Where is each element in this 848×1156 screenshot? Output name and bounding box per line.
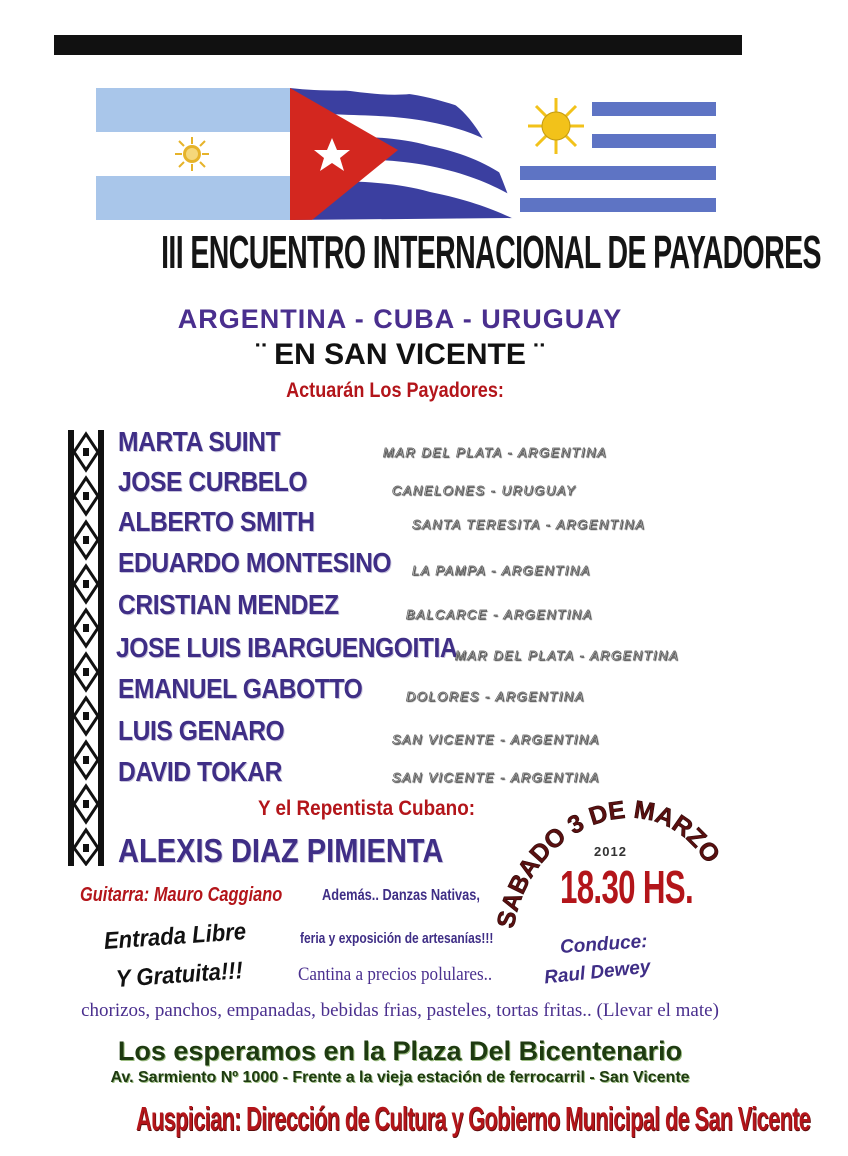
host-name: Raul Dewey bbox=[543, 956, 652, 989]
cantina-text: Cantina a precios polulares.. bbox=[298, 964, 493, 985]
performer-location: DOLORES - ARGENTINA bbox=[406, 689, 585, 704]
cuba-flag-icon bbox=[290, 88, 516, 220]
performer-location: BALCARCE - ARGENTINA bbox=[406, 607, 593, 622]
performer-name: MARTA SUINT bbox=[118, 426, 281, 457]
performer-name: ALBERTO SMITH bbox=[118, 506, 315, 537]
repentista-heading: Y el Repentista Cubano: bbox=[258, 797, 476, 820]
repentista-name: ALEXIS DIAZ PIMIENTA bbox=[118, 832, 444, 869]
performer-location: MAR DEL PLATA - ARGENTINA bbox=[383, 445, 608, 460]
performer-location: SAN VICENTE - ARGENTINA bbox=[392, 732, 601, 747]
time-text: 18.30 HS. bbox=[560, 861, 693, 913]
sun-icon bbox=[174, 136, 210, 172]
performer-location: CANELONES - URUGUAY bbox=[392, 483, 577, 498]
performer-name: LUIS GENARO bbox=[118, 715, 285, 746]
performer-location: SAN VICENTE - ARGENTINA bbox=[392, 770, 601, 785]
date-text: SABADO 3 DE MARZO bbox=[491, 800, 726, 931]
place-line: ¨ EN SAN VICENTE ¨ bbox=[255, 338, 545, 371]
uruguay-flag-icon bbox=[520, 88, 716, 220]
entry-line-2: Y Gratuita!!! bbox=[115, 957, 244, 993]
extras-line-2: feria y exposición de artesanías!!! bbox=[300, 930, 494, 947]
address-text: Av. Sarmiento Nº 1000 - Frente a la vieja estación de ferrocarril - San Vicente bbox=[110, 1069, 690, 1086]
venue-text: Los esperamos en la Plaza Del Bicentenario bbox=[117, 1036, 683, 1066]
performer-name: JOSE CURBELO bbox=[118, 466, 308, 497]
countries-line: ARGENTINA - CUBA - URUGUAY bbox=[177, 304, 623, 334]
guitar-credit: Guitarra: Mauro Caggiano bbox=[80, 884, 283, 906]
performer-name: EDUARDO MONTESINO bbox=[118, 547, 392, 578]
performer-location: SANTA TERESITA - ARGENTINA bbox=[412, 517, 646, 532]
performer-name: CRISTIAN MENDEZ bbox=[118, 589, 339, 620]
event-title: III ENCUENTRO INTERNACIONAL DE PAYADORES bbox=[161, 226, 821, 278]
guarda-pampa-pattern bbox=[68, 430, 104, 866]
entry-line-1: Entrada Libre bbox=[103, 918, 247, 955]
top-black-bar bbox=[54, 35, 742, 55]
performers-heading: Actuarán Los Payadores: bbox=[286, 379, 504, 402]
performer-location: LA PAMPA - ARGENTINA bbox=[412, 563, 592, 578]
sun-icon bbox=[528, 98, 584, 154]
performer-name: DAVID TOKAR bbox=[118, 756, 282, 787]
performer-name: JOSE LUIS IBARGUENGOITIA bbox=[116, 632, 458, 663]
extras-line-1: Además.. Danzas Nativas, bbox=[322, 887, 480, 904]
menu-text: chorizos, panchos, empanadas, bebidas frias, pasteles, tortas fritas.. (Llevar el mate) bbox=[81, 1000, 719, 1021]
performer-name: EMANUEL GABOTTO bbox=[118, 673, 363, 704]
host-label: Conduce: bbox=[559, 930, 649, 959]
sponsors-text: Auspician: Dirección de Cultura y Gobierno Municipal de San Vicente bbox=[136, 1100, 811, 1137]
year-text: 2012 bbox=[594, 844, 627, 859]
performer-location: MAR DEL PLATA - ARGENTINA bbox=[455, 648, 680, 663]
argentina-flag-icon bbox=[96, 88, 290, 220]
